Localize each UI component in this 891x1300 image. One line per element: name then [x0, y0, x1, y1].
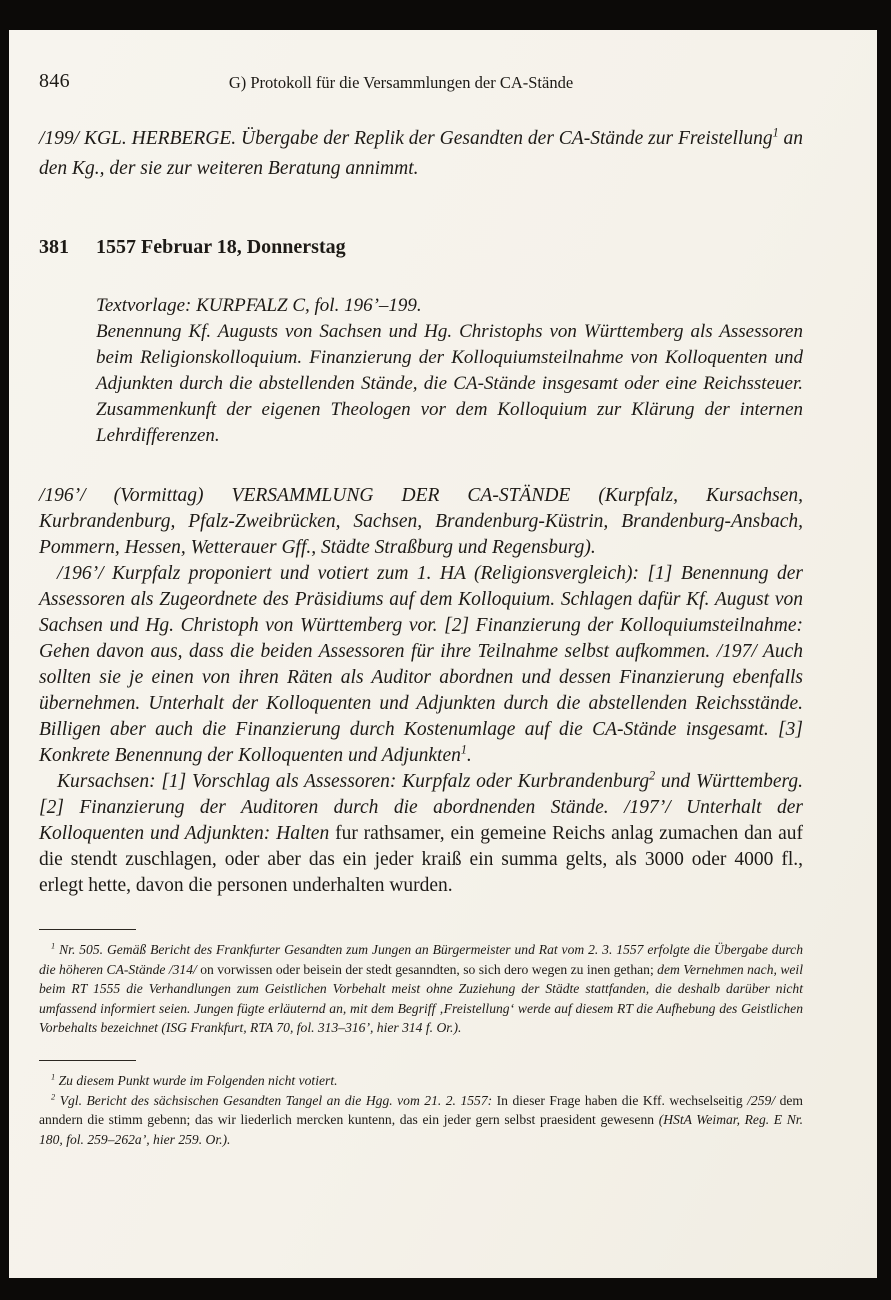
regest-paragraph: Benennung Kf. Augusts von Sachsen und Hg. Christophs von Württemberg als Assessoren beim Religionskolloquium. Finanzierung der Kolloquiumsteilnahme von Kolloquenten und Adjunkten durch die abstellenden Stände, die CA-Stände insgesamt oder eine Reichssteuer. Zusammenkunft der eigenen Theologen vor dem Kolloquium zur Klärung der internen Lehrdifferenzen.: [96, 321, 803, 446]
running-head: [39, 70, 803, 96]
assembly-paragraph: /196’/ (Vormittag) VERSAMMLUNG DER CA-STÄNDE (Kurpfalz, Kursachsen, Kurbrandenburg, Pfalz-Zweibrücken, Sachsen, Brandenburg-Küstrin, Brandenburg-Ansbach, Pommern, Hessen, Wetterauer Gff., Städte Straßburg und Regensburg).: [39, 485, 803, 558]
footnote-separator-2: [39, 1060, 136, 1061]
footnote-block-2: [39, 1071, 803, 1149]
footnote-2-2: $^2$ Vgl. Bericht des sächsischen Gesandten Tangel an die Hgg. vom 21. 2. 1557: In dieser Frage haben die Kff. wechselseitig /259/ dem anndern die stimm gebenn; das wir liederlich mercken kuntenn, das ein jeder gern selbst praesident gewesenn (HStA Weimar, Reg. E Nr. 180, fol. 259–262a’, hier 259. Or.).: [39, 1091, 803, 1147]
entry-number: 381: [39, 236, 69, 258]
entry-heading: [39, 236, 803, 259]
running-header-title: G) Protokoll für die Versammlungen der CA-Stände: [228, 73, 574, 92]
source-block: [96, 293, 803, 449]
entry-body: [39, 483, 803, 899]
summary-paragraph: /199/ KGL. HERBERGE. Übergabe der Replik der Gesandten der CA-Stände zur Freistellung$^1$ an den Kg., der sie zur weiteren Beratung annimmt.: [39, 125, 804, 179]
footnote-2-1: $^1$ Zu diesem Punkt wurde im Folgenden nicht votiert.: [51, 1071, 338, 1088]
footnote-separator-1: [39, 929, 136, 930]
kursachsen-votum-paragraph: Kursachsen: [1] Vorschlag als Assessoren: Kurpfalz oder Kurbrandenburg$^2$ und Württemberg. [2] Finanzierung der Auditoren durch die abordnenden Stände. /197’/ Unterhalt der Kolloquenten und Adjunkten: Halten fur rathsamer, ein gemeine Reichs anlag zumachen dan auf die stendt zuschlagen, oder aber das ein jeder kraiß ein summa gelts, als 3000 oder 4000 fl., erlegt hette, davon die personen underhalten wurden.: [39, 768, 803, 896]
page-number: 846: [39, 70, 70, 92]
book-page: [9, 30, 877, 1278]
entry-date: 1557 Februar 18, Donnerstag: [96, 236, 346, 258]
textvorlage-line: Textvorlage: KURPFALZ C, fol. 196’–199.: [96, 295, 422, 316]
footnote-1: $^1$ Nr. 505. Gemäß Bericht des Frankfurter Gesandten zum Jungen an Bürgermeister und Rat vom 2. 3. 1557 erfolgte die Übergabe durch die höheren CA-Stände /314/ on vorwissen oder beisein der stedt gesanndten, so sich dero wegen zu inen gethan; dem Vernehmen nach, weil beim RT 1555 die Verhandlungen zum Geistlichen Vorbehalt meist ohne Zuziehung der Städte stattfanden, die deshalb darüber nicht umfassend informiert seien. Jungen fügte erläuternd an, mit dem Begriff ‚Freistellung‘ werde auf diesem RT die Aufhebung des Geistlichen Vorbehalts bezeichnet (ISG Frankfurt, RTA 70, fol. 313–316’, hier 314 f. Or.).: [39, 940, 803, 1036]
kurpfalz-votum-paragraph: /196’/ Kurpfalz proponiert und votiert zum 1. HA (Religionsvergleich): [1] Benennung der Assessoren als Zugeordnete des Präsidiums auf dem Kolloquium. Schlagen dafür Kf. August von Sachsen und Hg. Christoph von Württemberg vor. [2] Finanzierung der Kolloquiumsteilnahme: Gehen davon aus, dass die beiden Assessoren für ihre Teilnahme selbst aufkommen. /197/ Auch sollten sie je einen von ihren Räten als Auditor abordnen und dessen Finanzierung ebenfalls übernehmen. Unterhalt der Kolloquenten und Adjunkten durch die abstellenden Reichsstände. Billigen aber auch die Finanzierung durch Kostenumlage auf die CA-Stände insgesamt. [3] Konkrete Benennung der Kolloquenten und Adjunkten$^1$.: [39, 563, 803, 766]
footnote-block-1: [39, 940, 803, 1038]
